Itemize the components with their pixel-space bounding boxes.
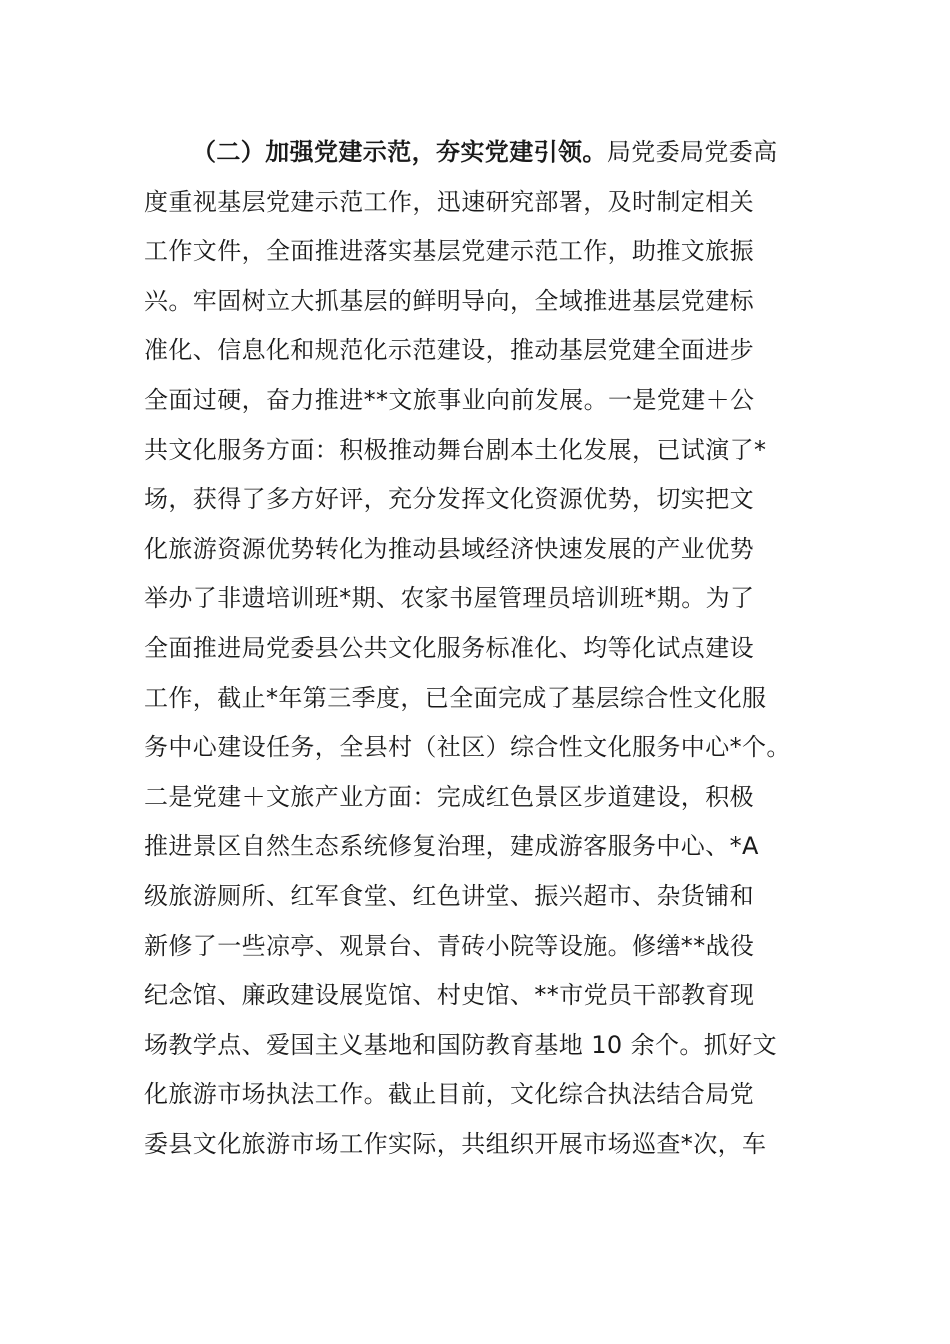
text-line: 兴。牢固树立大抓基层的鲜明导向，全域推进基层党建标 [144,286,754,315]
text-line: 委县文化旅游市场工作实际，共组织开展市场巡查*次，车 [144,1129,767,1158]
text-line: 化旅游资源优势转化为推动县域经济快速发展的产业优势 [144,534,754,563]
text-line: 工作文件，全面推进落实基层党建示范工作，助推文旅振 [144,237,754,266]
text-line: 务中心建设任务，全县村（社区）综合性文化服务中心*个。 [144,733,791,762]
text-line: 局党委局党委高 [606,138,778,166]
section-heading: （二）加强党建示范，夯实党建引领。 [192,138,607,166]
text-line: 举办了非遗培训班*期、农家书屋管理员培训班*期。为了 [144,584,755,613]
text-line: 二是党建＋文旅产业方面：完成红色景区步道建设，积极 [144,782,754,811]
text-line: 度重视基层党建示范工作，迅速研究部署，及时制定相关 [144,187,754,216]
text-line: 共文化服务方面：积极推动舞台剧本土化发展，已试演了* [144,435,767,464]
text-line: 工作，截止*年第三季度，已全面完成了基层综合性文化服 [144,683,767,712]
text-line: 化旅游市场执法工作。截止目前，文化综合执法结合局党 [144,1080,754,1109]
text-line: 推进景区自然生态系统修复治理，建成游客服务中心、*A [144,832,759,861]
paragraph-first-line [144,128,844,178]
text-line: 新修了一些凉亭、观景台、青砖小院等设施。修缮**战役 [144,931,755,960]
body-paragraph [144,128,844,1169]
text-line: 全面推进局党委县公共文化服务标准化、均等化试点建设 [144,633,754,662]
text-line: 级旅游厕所、红军食堂、红色讲堂、振兴超市、杂货铺和 [144,881,754,910]
text-line: 纪念馆、廉政建设展览馆、村史馆、**市党员干部教育现 [144,981,755,1010]
text-line: 全面过硬，奋力推进**文旅事业向前发展。一是党建＋公 [144,385,755,414]
text-line: 场，获得了多方好评，充分发挥文化资源优势，切实把文 [144,485,754,514]
text-line: 准化、信息化和规范化示范建设，推动基层党建全面进步 [144,336,754,365]
text-line: 场教学点、爱国主义基地和国防教育基地 10 余个。抓好文 [144,1030,777,1059]
